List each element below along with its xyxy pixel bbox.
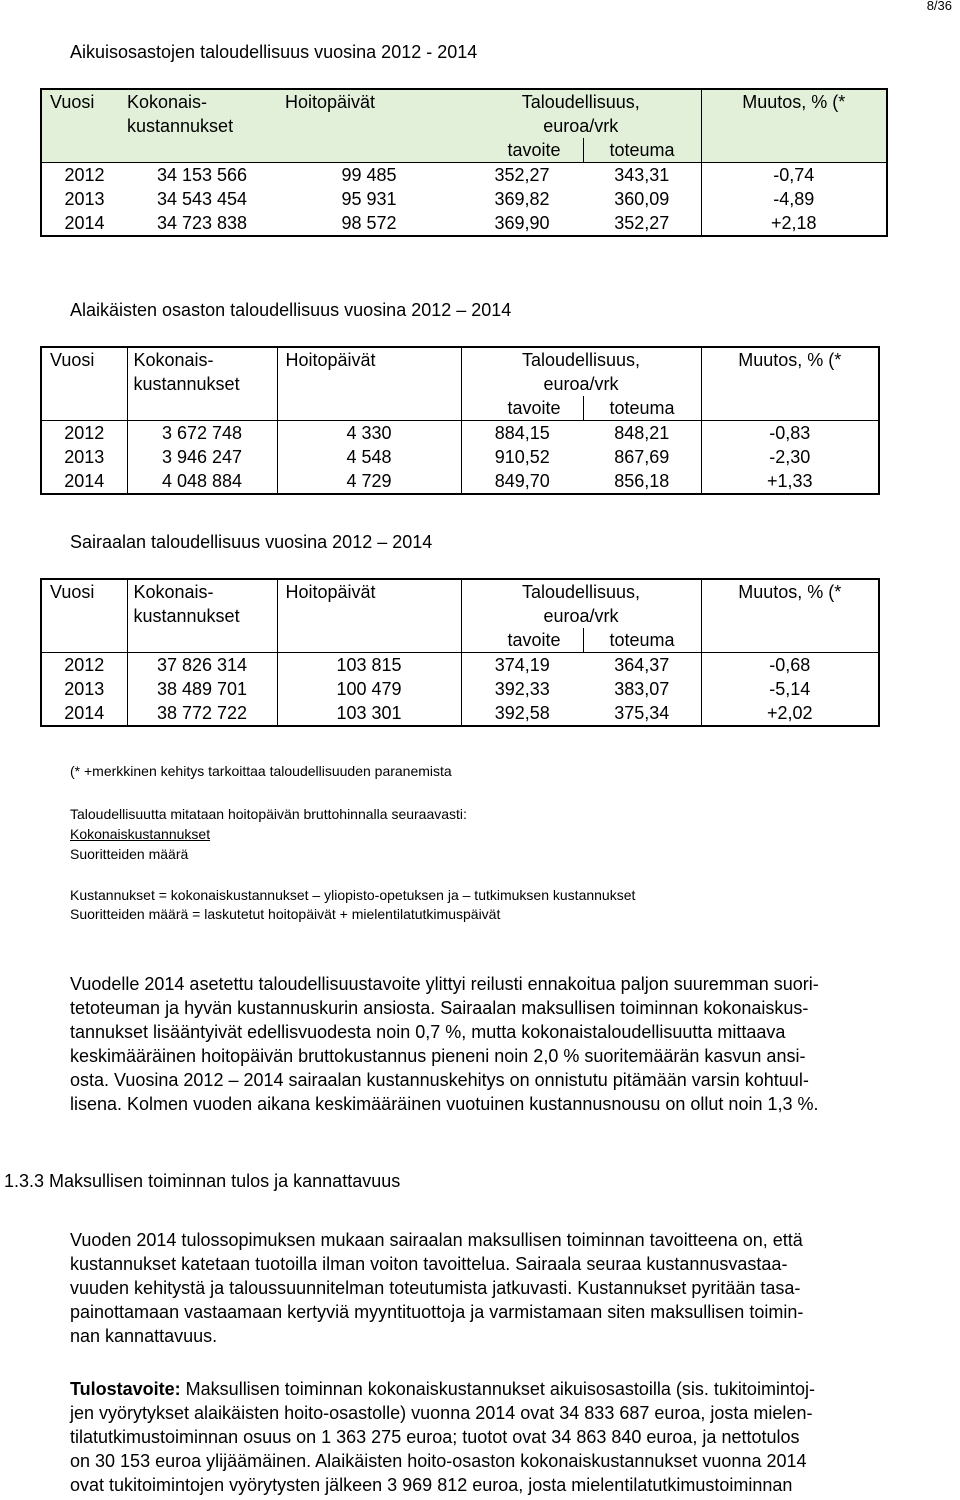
table-row: 2014 34 723 838 98 572 369,90 352,27 +2,18 [41,211,887,236]
header-change: Muutos, % (* [701,579,879,604]
table-minors-ward [40,346,880,495]
header-care-days: Hoitopäivät [277,347,461,372]
header-total-cost-2: kustannukset [127,604,277,628]
page-number: 8/36 [926,0,952,13]
footnote: (* +merkkinen kehitys tarkoittaa taloudellisuuden paranemista [70,763,452,779]
table3-title: Sairaalan taloudellisuus vuosina 2012 – 2014 [70,532,433,552]
table-adult-wards [40,88,888,237]
table-row: 2012 34 153 566 99 485 352,27 343,31 -0,74 [41,163,887,188]
table-row: 2012 37 826 314 103 815 374,19 364,37 -0,68 [41,653,879,678]
paragraph-economy: Vuodelle 2014 asetettu taloudellisuustavoite ylittyi reilusti ennakoitua paljon suuremman suori- tetoteuman ja hyvän kustannuskurin ansiosta. Sairaalan maksullisen toiminnan kokonaiskus- tannukset lisääntyivät edellisvuodesta noin 0,7 %, mutta kokonaistaloudellisuutta mittaava keskimääräinen hoitopäivän bruttokustannus pieneni noin 2,0 % suoritemäärän kasvun ansi- osta. Vuosina 2012 – 2014 sairaalan kustannuskehitys on onnistutu pitämään varsin kohtuul- lisena. Kolmen vuoden aikana keskimääräinen vuotuinen kustannusnousu on ollut noin 1,3 %. [70,974,819,1114]
formula-denominator: Suoritteiden määrä [70,846,189,862]
header-econ-2: euroa/vrk [461,604,701,628]
header-econ-1: Taloudellisuus, [461,579,701,604]
paragraph-target: Tulostavoite: Maksullisen toiminnan kokonaiskustannukset aikuisosastoilla (sis. tukitoimintoj- jen vyörytykset alaikäisten hoito-osastolle) vuonna 2014 ovat 34 833 687 euroa, josta mielen- tilatutkimustoiminnan osuus on 1 363 275 euroa; tuotot ovat 34 863 840 euroa, ja nettotulos on 30 153 euroa ylijäämäinen. Alaikäisten hoito-osaston kokonaiskustannukset vuonna 2014 ovat tukitoimintojen vyörytysten jälkeen 3 969 812 euroa, josta mielentilatutkimustoiminnan [70,1379,815,1495]
header-target: tavoite [461,628,583,653]
table-row: 2014 4 048 884 4 729 849,70 856,18 +1,33 [41,469,879,494]
paragraph-contract: Vuoden 2014 tulossopimuksen mukaan sairaalan maksullisen toiminnan tavoitteena on, että kustannukset katetaan tuotoilla ilman voiton tavoittelua. Sairaala seuraa kustannusvastaa- vuuden kehitystä ja taloussuunnitelman toteutumista jatkuvasti. Kustannukset pyritään tasa- painottamaan vastaamaan kertyviä myyntituottoja ja varmistamaan siten maksullisen toimin- nan kannattavuus. [70,1230,804,1346]
table2-title: Alaikäisten osaston taloudellisuus vuosina 2012 – 2014 [70,300,512,320]
table1-title: Aikuisosastojen taloudellisuus vuosina 2012 - 2014 [70,42,478,62]
header-target: tavoite [461,138,583,163]
target-label: Tulostavoite: [70,1379,181,1399]
output-definition: Suoritteiden määrä = laskutetut hoitopäivät + mielentilatutkimuspäivät [70,906,501,922]
costs-definition: Kustannukset = kokonaiskustannukset – yliopisto-opetuksen ja – tutkimuksen kustannukset [70,887,636,903]
header-actual: toteuma [583,138,701,163]
table-row: 2012 3 672 748 4 330 884,15 848,21 -0,83 [41,421,879,446]
header-actual: toteuma [583,628,701,653]
table-hospital [40,578,880,727]
section-heading: 1.3.3 Maksullisen toiminnan tulos ja kannattavuus [4,1171,401,1191]
formula-numerator: Kokonaiskustannukset [70,826,211,842]
table-row: 2013 38 489 701 100 479 392,33 383,07 -5,14 [41,677,879,701]
header-target: tavoite [461,396,583,421]
header-care-days: Hoitopäivät [277,579,461,604]
header-change: Muutos, % (* [701,89,887,114]
header-year: Vuosi [50,582,95,602]
header-econ-2: euroa/vrk [461,372,701,396]
table-row: 2013 3 946 247 4 548 910,52 867,69 -2,30 [41,445,879,469]
header-total-cost-1: Kokonais- [127,89,277,114]
header-change: Muutos, % (* [701,347,879,372]
header-total-cost-1: Kokonais- [127,579,277,604]
header-year: Vuosi [41,89,127,114]
header-econ-2: euroa/vrk [461,114,701,138]
header-econ-1: Taloudellisuus, [461,89,701,114]
header-year: Vuosi [50,350,95,370]
table-row: 2013 34 543 454 95 931 369,82 360,09 -4,89 [41,187,887,211]
header-econ-1: Taloudellisuus, [461,347,701,372]
header-total-cost-2: kustannukset [127,372,277,396]
header-care-days: Hoitopäivät [277,89,461,114]
measure-intro: Taloudellisuutta mitataan hoitopäivän bruttohinnalla seuraavasti: [70,806,467,822]
table-row: 2014 38 772 722 103 301 392,58 375,34 +2,02 [41,701,879,726]
header-total-cost-1: Kokonais- [127,347,277,372]
header-total-cost-2: kustannukset [127,114,277,138]
header-actual: toteuma [583,396,701,421]
